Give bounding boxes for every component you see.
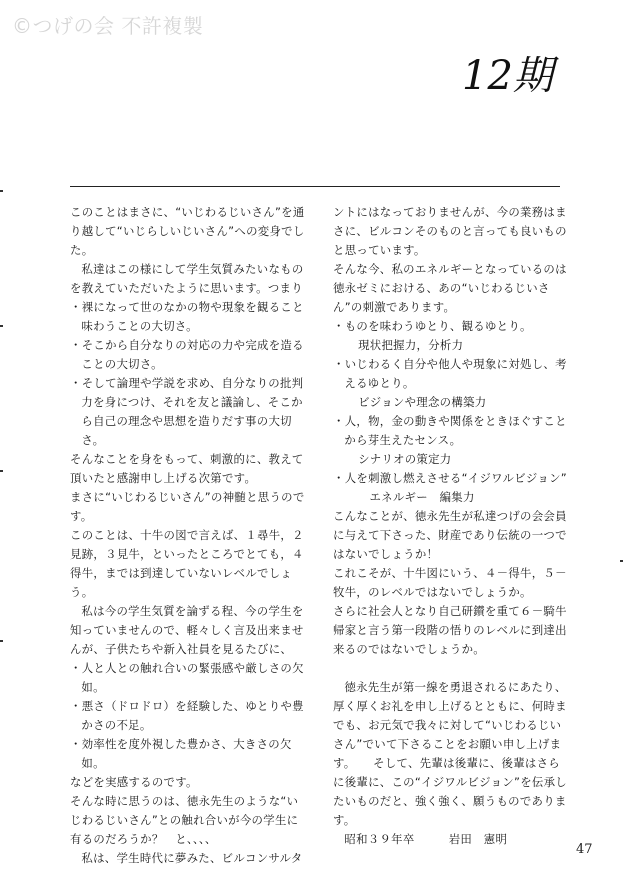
ability-label: シナリオの策定力 <box>358 452 452 466</box>
paragraph: ントにはなっておりませんが、今の業務はまさに、ビルコンそのものと言っても良いものと思っています。 <box>333 205 567 257</box>
scan-mark <box>0 190 3 192</box>
paragraph: などを実感するのです。 <box>70 775 198 789</box>
bullet-item: ・人，物，金の動きや関係をときほぐすことから芽生えたセンス。 <box>333 414 567 447</box>
right-text-column <box>333 203 571 849</box>
paragraph: 私達はこの様にして学生気質みたいなものを教えていただいたように思います。つまり <box>70 262 304 295</box>
bullet-item: ・効率性を度外視した豊かさ、大きさの欠如。 <box>70 737 292 770</box>
left-text-column <box>70 203 308 868</box>
bullet-item: ・いじわるく自分や他人や現象に対処し、考えるゆとり。 <box>333 357 567 390</box>
ability-label: エネルギー 編集力 <box>369 490 475 504</box>
paragraph: 私は、学生時代に夢みた、ビルコンサルタ <box>81 851 303 865</box>
graduation-year: 昭和３９年卒 <box>344 832 415 846</box>
ability-label: ビジョンや理念の構築力 <box>358 395 487 409</box>
paragraph: そんなことを身をもって、刺激的に、教えて頂いたと感謝申し上げる次第です。 <box>70 452 304 485</box>
ability-label: 現状把握力，分析力 <box>358 338 464 352</box>
bullet-item: ・人を刺激し燃えさせる“イジワルビジョン” <box>333 471 567 485</box>
scan-mark <box>0 470 3 472</box>
bullet-item: ・そこから自分なりの対応の力や完成を造ることの大切さ。 <box>70 338 304 371</box>
paragraph: このことはまさに、“いじわるじいさん”を通り越して“いじらしいじいさん”への変身でした。 <box>70 205 305 257</box>
paragraph: 私は今の学生気質を論ずる程、今の学生を知っていませんので、軽々しく言及出来ませんが、子供たちや新入社員を見るたびに、 <box>70 604 304 656</box>
scan-mark <box>0 325 3 327</box>
paragraph <box>333 659 571 678</box>
copyright-watermark: ©つげの会 不許複製 <box>12 14 204 38</box>
signature <box>333 830 571 849</box>
bullet-item: ・人と人との触れ合いの緊張感や厳しさの欠如。 <box>70 661 304 694</box>
paragraph: こんなことが、徳永先生が私達つげの会会員に与えて下さった、財産であり伝統の一つではないでしょうか！ <box>333 509 567 561</box>
page-title: 12期 <box>462 53 553 99</box>
scan-mark <box>0 640 3 642</box>
page-number: 47 <box>576 842 593 857</box>
paragraph: このことは、十牛の図で言えば、１尋牛，２見跡，３見牛，といったところでとても，４得牛，までは到達していないレベルでしょう。 <box>70 528 304 599</box>
bullet-item: ・そして論理や学説を求め、自分なりの批判力を身につけ、それを友と議論し、そこから自己の理念や思想を造りだす事の大切さ。 <box>70 376 304 447</box>
paragraph: これこそが、十牛図にいう、４－得牛，５－牧牛，のレベルではないでしょうか。 <box>333 566 567 599</box>
paragraph: さらに社会人となり自己研鑚を重て６－騎牛帰家と言う第一段階の悟りのレベルに到達出来るのではないでしょうか。 <box>333 604 567 656</box>
bullet-item: ・ものを味わうゆとり、観るゆとり。 <box>333 319 532 333</box>
paragraph: まさに“いじわるじいさん”の神髄と思うのです。 <box>70 490 305 523</box>
bullet-item: ・裸になって世のなかの物や現象を観ること味わうことの大切さ。 <box>70 300 304 333</box>
bullet-item: ・悪さ（ドロドロ）を経験した、ゆとりや豊かさの不足。 <box>70 699 304 732</box>
author-name: 岩田 憲明 <box>448 832 508 846</box>
header-rule <box>70 186 560 187</box>
paragraph: そんな時に思うのは、徳永先生のような“いじわるじいさん”との触れ合いが今の学生に有るのだろうか？ と、、、、 <box>70 794 299 846</box>
paragraph: 徳永先生が第一線を勇退されるにあたり、厚く厚くお礼を申し上げるとともに、何時までも、お元気で我々に対して“いじわるじいさん”でいて下さることをお願い申し上げます。 そして、先輩は後輩に、後輩はさらに後輩に、この“イジワルビジョン”を伝承したいものだと、強く強く、願うものであります。 <box>333 680 567 827</box>
paragraph: そんな今、私のエネルギーとなっているのは徳永ゼミにおける、あの“いじわるじいさん”の刺激であります。 <box>333 262 567 314</box>
